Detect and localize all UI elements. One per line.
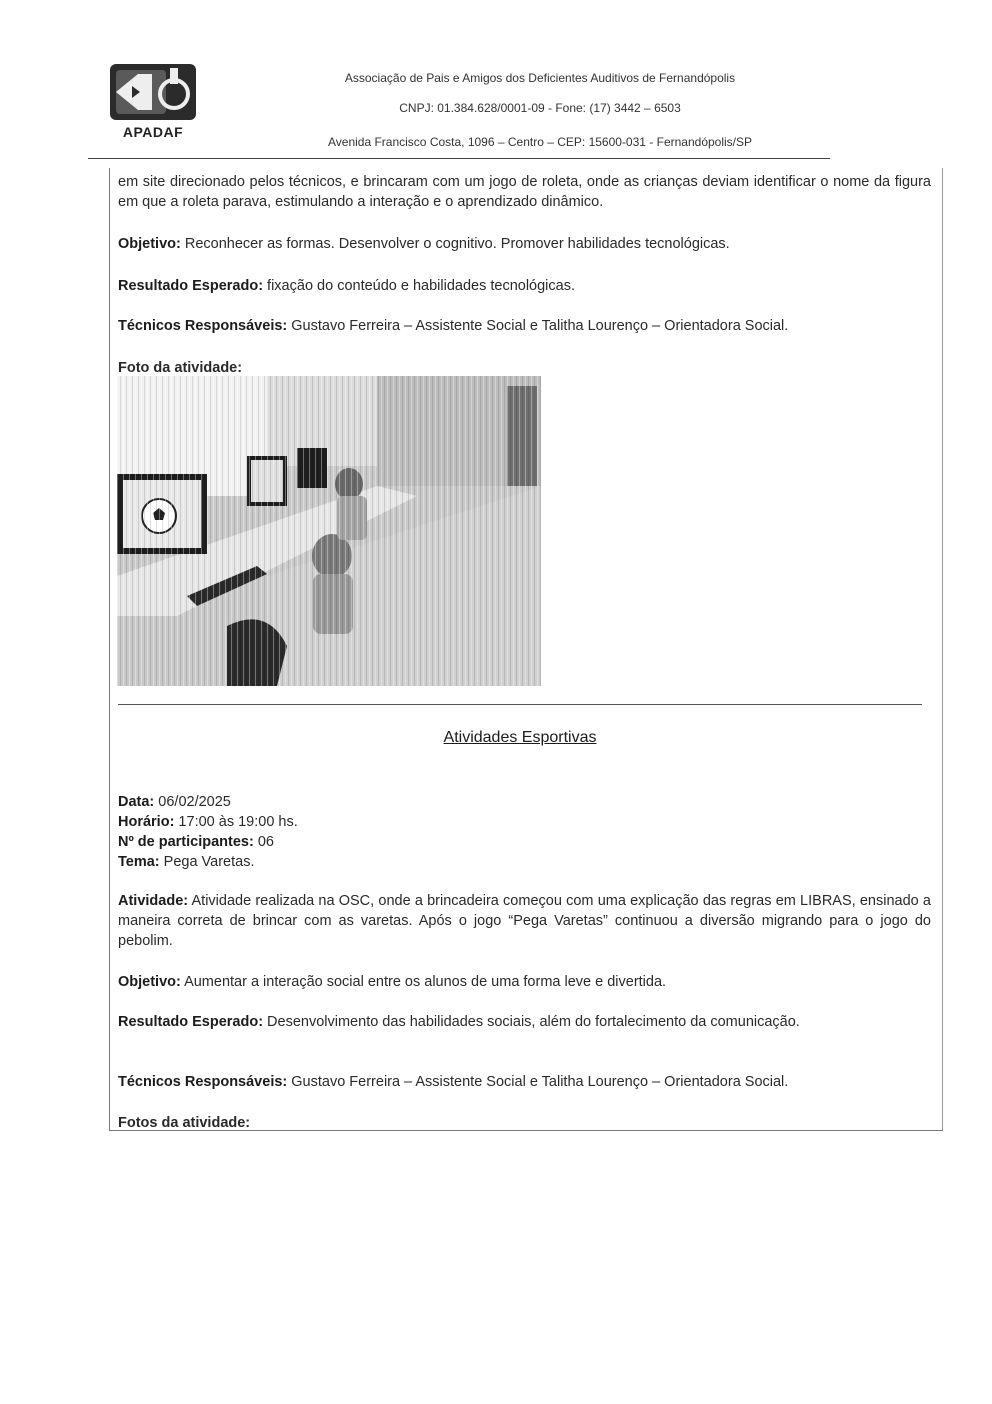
tecnicos-paragraph [118, 316, 931, 336]
participantes-label: Nº de participantes: [118, 834, 254, 850]
resultado-paragraph [118, 276, 931, 296]
atividade-text: Atividade realizada na OSC, onde a brincadeira começou com uma explicação das regras em LIBRAS, ensinado a maneira correta de brincar com as varetas. Após o jogo “Pega Varetas” continuou a diversão migrando para o jogo do pebolim. [118, 893, 931, 949]
activity-photo [117, 376, 541, 686]
tecnicos2-text: Gustavo Ferreira – Assistente Social e Talitha Lourenço – Orientadora Social. [287, 1074, 789, 1090]
objetivo-label: Objetivo: [118, 236, 181, 252]
objetivo2-label: Objetivo: [118, 974, 181, 990]
tecnicos-text: Gustavo Ferreira – Assistente Social e Talitha Lourenço – Orientadora Social. [287, 318, 789, 334]
activity-continuation-text: em site direcionado pelos técnicos, e brincaram com um jogo de roleta, onde as crianças deviam identificar o nome da figura em que a roleta parava, estimulando a interação e o aprendizado dinâmico. [118, 174, 931, 210]
tema-label: Tema: [118, 854, 160, 870]
data-field [118, 792, 231, 812]
cnpj-phone-line: CNPJ: 01.384.628/0001-09 - Fone: (17) 3442 – 6503 [399, 101, 681, 115]
resultado2-label: Resultado Esperado: [118, 1014, 264, 1030]
resultado-text: fixação do conteúdo e habilidades tecnológicas. [263, 278, 576, 294]
resultado2-paragraph [118, 1012, 931, 1032]
participantes-value: 06 [253, 834, 274, 850]
data-value: 06/02/2025 [154, 794, 231, 810]
resultado-label: Resultado Esperado: [118, 278, 264, 294]
tema-field [118, 852, 255, 872]
tema-value: Pega Varetas. [159, 854, 255, 870]
header-divider [88, 158, 830, 159]
address-line: Avenida Francisco Costa, 1096 – Centro – CEP: 15600-031 - Fernandópolis/SP [327, 135, 753, 149]
horario-value: 17:00 às 19:00 hs. [174, 814, 298, 830]
fotos-label: Fotos da atividade: [118, 1115, 251, 1131]
objetivo-text: Reconhecer as formas. Desenvolver o cognitivo. Promover habilidades tecnológicas. [180, 236, 730, 252]
tecnicos2-label: Técnicos Responsáveis: [118, 1074, 288, 1090]
horario-field [118, 812, 298, 832]
tecnicos2-paragraph [118, 1072, 931, 1092]
organization-name: Associação de Pais e Amigos dos Deficientes Auditivos de Fernandópolis [344, 71, 736, 85]
data-label: Data: [118, 794, 155, 810]
section-divider [118, 704, 922, 705]
foto-label: Foto da atividade: [118, 360, 243, 376]
objetivo2-paragraph [118, 972, 931, 992]
horario-label: Horário: [118, 814, 175, 830]
tecnicos-label: Técnicos Responsáveis: [118, 318, 288, 334]
objetivo2-text: Aumentar a interação social entre os alunos de uma forma leve e divertida. [180, 974, 667, 990]
atividade-paragraph [118, 891, 931, 951]
participantes-field [118, 832, 274, 852]
logo-text: APADAF [122, 124, 184, 140]
resultado2-text: Desenvolvimento das habilidades sociais, além do fortalecimento da comunicação. [263, 1014, 800, 1030]
objetivo-paragraph [118, 234, 931, 254]
section-title: Atividades Esportivas [443, 729, 597, 746]
atividade-label: Atividade: [118, 893, 189, 909]
